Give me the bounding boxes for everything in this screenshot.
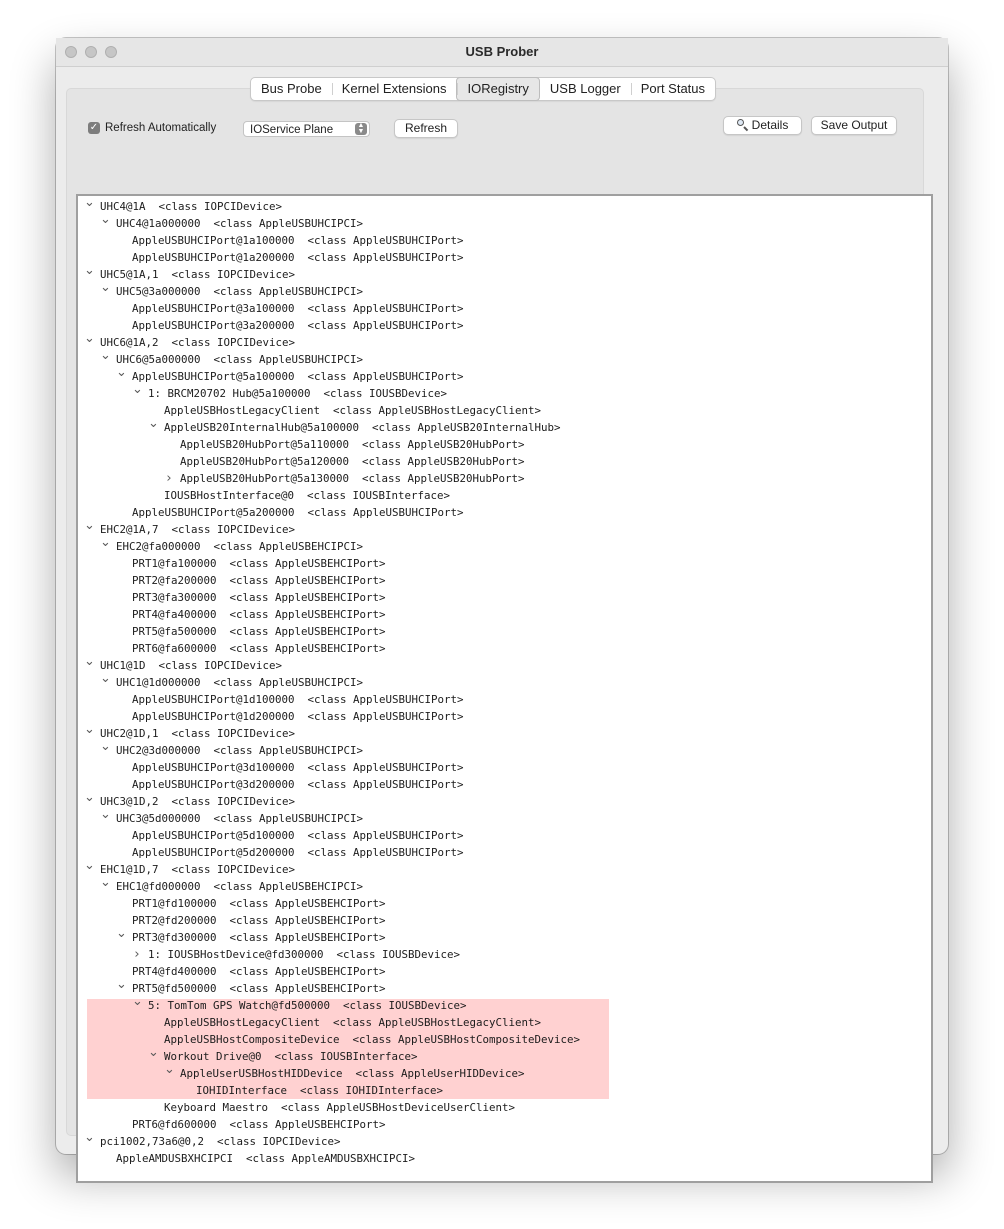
tree-row-label: IOUSBHostInterface@0 <class IOUSBInterface> [164, 489, 451, 502]
plane-select-value: IOService Plane [250, 124, 334, 136]
chevron-down-icon[interactable]: ⌄ [84, 722, 95, 737]
tab-ioregistry[interactable]: IORegistry [456, 77, 539, 101]
tree-row[interactable] [100, 280, 364, 300]
tree-row-label: AppleUSBUHCIPort@1a200000 <class AppleUSBUHCIPort> [132, 251, 464, 264]
chevron-down-icon[interactable]: ⌄ [100, 671, 111, 686]
chevron-right-icon[interactable]: › [166, 471, 172, 486]
ioregistry-outline-view[interactable] [76, 194, 933, 1183]
chevron-down-icon[interactable]: ⌄ [116, 977, 127, 992]
tree-row[interactable] [180, 453, 525, 470]
refresh-automatically-checkbox[interactable]: ✓ [89, 122, 99, 133]
chevron-down-icon[interactable]: ⌄ [84, 858, 95, 873]
tree-row-label: EHC2@fa000000 <class AppleUSBEHCIPCI> [116, 540, 364, 553]
tree-row-label: AppleUSBUHCIPort@5d100000 <class AppleUSBUHCIPort> [132, 829, 464, 842]
tree-row[interactable] [100, 535, 364, 555]
tree-row-label: PRT3@fa300000 <class AppleUSBEHCIPort> [132, 591, 386, 604]
tree-row-label: AppleUserUSBHostHIDDevice <class AppleUserHIDDevice> [180, 1067, 525, 1080]
tree-row[interactable] [132, 708, 464, 725]
chevron-down-icon[interactable]: ⌄ [132, 994, 143, 1009]
tree-row[interactable] [132, 895, 386, 912]
tree-row-label: UHC1@1D <class IOPCIDevice> [100, 659, 283, 672]
tree-row-label: Keyboard Maestro <class AppleUSBHostDeviceUserClient> [164, 1101, 516, 1114]
tree-row[interactable] [132, 844, 464, 861]
tree-row[interactable] [84, 331, 296, 351]
chevron-down-icon[interactable]: ⌄ [84, 518, 95, 533]
tree-row[interactable] [100, 671, 364, 691]
chevron-down-icon[interactable]: ⌄ [100, 348, 111, 363]
tree-row[interactable] [116, 1150, 415, 1167]
tree-row[interactable] [84, 1130, 341, 1150]
tree-row-label: AppleUSB20InternalHub@5a100000 <class AppleUSB20InternalHub> [164, 421, 561, 434]
tree-row-label: AppleUSBHostLegacyClient <class AppleUSBHostLegacyClient> [164, 404, 542, 417]
tree-row[interactable] [116, 977, 386, 997]
tree-row[interactable] [164, 487, 450, 504]
tree-row[interactable] [132, 317, 464, 334]
chevron-down-icon[interactable]: ⌄ [116, 926, 127, 941]
tree-row-label: AppleUSBHostCompositeDevice <class AppleUSBHostCompositeDevice> [164, 1033, 581, 1046]
chevron-right-icon[interactable]: › [134, 947, 140, 962]
tree-row-label: PRT6@fd600000 <class AppleUSBEHCIPort> [132, 1118, 386, 1131]
tree-row-label: PRT5@fa500000 <class AppleUSBEHCIPort> [132, 625, 386, 638]
tree-row-label: UHC1@1d000000 <class AppleUSBUHCIPCI> [116, 676, 364, 689]
tree-row-label: IOHIDInterface <class IOHIDInterface> [196, 1084, 444, 1097]
plane-select[interactable] [243, 121, 370, 137]
tab-port-status[interactable]: Port Status [631, 78, 715, 100]
tab-bar [250, 77, 716, 101]
tree-row[interactable] [164, 1062, 525, 1082]
tree-row[interactable] [100, 348, 364, 368]
tree-row-label: UHC5@3a000000 <class AppleUSBUHCIPCI> [116, 285, 364, 298]
refresh-automatically-option[interactable] [88, 122, 216, 134]
up-down-arrows-icon: ▲ ▼ [355, 123, 367, 135]
tree-row[interactable] [134, 946, 461, 963]
tree-row[interactable] [100, 739, 364, 759]
tree-row-label: EHC2@1A,7 <class IOPCIDevice> [100, 523, 296, 536]
tree-row-label: AppleUSBUHCIPort@5a200000 <class AppleUSBUHCIPort> [132, 506, 464, 519]
tree-row[interactable] [132, 691, 464, 708]
chevron-down-icon[interactable]: ⌄ [84, 331, 95, 346]
tree-row-label: AppleUSB20HubPort@5a120000 <class AppleUSB20HubPort> [180, 455, 525, 468]
details-label: Details [751, 118, 789, 132]
tree-row[interactable] [132, 827, 464, 844]
tree-row[interactable] [84, 263, 296, 283]
tree-row-label: PRT4@fa400000 <class AppleUSBEHCIPort> [132, 608, 386, 621]
tree-row-label: UHC4@1a000000 <class AppleUSBUHCIPCI> [116, 217, 364, 230]
tree-row-label: PRT1@fa100000 <class AppleUSBEHCIPort> [132, 557, 386, 570]
tree-row[interactable] [116, 365, 464, 385]
title-bar [56, 38, 948, 67]
tree-row-label: UHC6@5a000000 <class AppleUSBUHCIPCI> [116, 353, 364, 366]
chevron-down-icon[interactable]: ⌄ [148, 1045, 159, 1060]
tree-row-label: EHC1@1D,7 <class IOPCIDevice> [100, 863, 296, 876]
chevron-down-icon[interactable]: ⌄ [132, 382, 143, 397]
tree-row[interactable] [132, 504, 464, 521]
chevron-down-icon[interactable]: ⌄ [84, 1130, 95, 1145]
tree-row[interactable] [100, 212, 364, 232]
tree-row-label: UHC2@3d000000 <class AppleUSBUHCIPCI> [116, 744, 364, 757]
tree-row[interactable] [132, 963, 386, 980]
tree-row-label: AppleUSBUHCIPort@1a100000 <class AppleUSBUHCIPort> [132, 234, 464, 247]
tree-row-label: PRT4@fd400000 <class AppleUSBEHCIPort> [132, 965, 386, 978]
tab-bus-probe[interactable]: Bus Probe [261, 81, 322, 96]
magnifier-icon [737, 119, 749, 131]
tree-row[interactable] [84, 722, 296, 742]
tree-row[interactable] [132, 640, 386, 657]
tree-row-label: PRT2@fa200000 <class AppleUSBEHCIPort> [132, 574, 386, 587]
tree-row-label: AppleUSBUHCIPort@1d200000 <class AppleUSBUHCIPort> [132, 710, 464, 723]
tree-row[interactable] [166, 470, 525, 487]
chevron-down-icon[interactable]: ⌄ [84, 195, 95, 210]
tree-row-label: UHC4@1A <class IOPCIDevice> [100, 200, 283, 213]
chevron-down-icon[interactable]: ⌄ [100, 535, 111, 550]
chevron-down-icon[interactable]: ⌄ [100, 739, 111, 754]
tree-row-label: 1: BRCM20702 Hub@5a100000 <class IOUSBDevice> [148, 387, 448, 400]
tree-row[interactable] [180, 436, 525, 453]
tree-row-label: AppleUSBUHCIPort@1d100000 <class AppleUSBUHCIPort> [132, 693, 464, 706]
tree-row-label: UHC3@5d000000 <class AppleUSBUHCIPCI> [116, 812, 364, 825]
tree-row[interactable] [132, 300, 464, 317]
tree-row[interactable] [132, 994, 467, 1014]
tree-row-label: PRT1@fd100000 <class AppleUSBEHCIPort> [132, 897, 386, 910]
tree-row-label: UHC2@1D,1 <class IOPCIDevice> [100, 727, 296, 740]
tree-row-label: AppleUSBUHCIPort@3a200000 <class AppleUSBUHCIPort> [132, 319, 464, 332]
tree-row[interactable] [84, 195, 283, 215]
tree-row[interactable] [148, 416, 561, 436]
tree-row[interactable] [84, 518, 296, 538]
tree-row[interactable] [84, 790, 296, 810]
tree-row[interactable] [100, 875, 364, 895]
tree-row-label: PRT2@fd200000 <class AppleUSBEHCIPort> [132, 914, 386, 927]
chevron-down-icon[interactable]: ⌄ [84, 263, 95, 278]
tree-row-label: PRT6@fa600000 <class AppleUSBEHCIPort> [132, 642, 386, 655]
tree-row-label: UHC6@1A,2 <class IOPCIDevice> [100, 336, 296, 349]
tree-row[interactable] [164, 1014, 541, 1031]
tree-row-label: PRT3@fd300000 <class AppleUSBEHCIPort> [132, 931, 386, 944]
tree-row[interactable] [132, 382, 448, 402]
chevron-down-icon[interactable]: ⌄ [84, 790, 95, 805]
chevron-down-icon[interactable]: ⌄ [148, 416, 159, 431]
tree-row-label: AppleUSBUHCIPort@5a100000 <class AppleUSBUHCIPort> [132, 370, 464, 383]
chevron-down-icon[interactable]: ⌄ [100, 807, 111, 822]
tree-row-label: AppleUSB20HubPort@5a110000 <class AppleUSB20HubPort> [180, 438, 525, 451]
tree-row-label: UHC3@1D,2 <class IOPCIDevice> [100, 795, 296, 808]
tree-row[interactable] [84, 654, 283, 674]
tree-row[interactable] [164, 1099, 515, 1116]
window-title: USB Prober [465, 44, 539, 59]
tree-row[interactable] [132, 232, 464, 249]
tree-row[interactable] [84, 858, 296, 878]
tab-content-panel [66, 88, 924, 1165]
usb-prober-window [56, 38, 948, 1165]
tree-row-label: AppleUSBUHCIPort@5d200000 <class AppleUSBUHCIPort> [132, 846, 464, 859]
tree-row[interactable] [164, 1031, 580, 1048]
tree-row[interactable] [148, 1045, 418, 1065]
tree-row-label: AppleAMDUSBXHCIPCI <class AppleAMDUSBXHCIPCI> [116, 1152, 416, 1165]
tree-row-label: AppleUSBHostLegacyClient <class AppleUSBHostLegacyClient> [164, 1016, 542, 1029]
refresh-automatically-label: Refresh Automatically [105, 122, 217, 134]
chevron-down-icon[interactable]: ⌄ [100, 280, 111, 295]
tree-row[interactable] [100, 807, 364, 827]
save-output-button[interactable]: Save Output [811, 116, 897, 135]
tree-row[interactable] [132, 776, 464, 793]
tree-row[interactable] [132, 912, 386, 929]
tree-row-label: AppleUSB20HubPort@5a130000 <class AppleUSB20HubPort> [180, 472, 525, 485]
chevron-down-icon[interactable]: ⌄ [164, 1062, 175, 1077]
chevron-down-icon[interactable]: ⌄ [100, 875, 111, 890]
tree-row-label: PRT5@fd500000 <class AppleUSBEHCIPort> [132, 982, 386, 995]
tree-row-label: EHC1@fd000000 <class AppleUSBEHCIPCI> [116, 880, 364, 893]
tree-row-label: UHC5@1A,1 <class IOPCIDevice> [100, 268, 296, 281]
tab-kernel-extensions[interactable]: Kernel Extensions [332, 78, 457, 100]
tree-row[interactable] [196, 1082, 443, 1099]
tree-row[interactable] [132, 1116, 386, 1133]
tree-row-label: 1: IOUSBHostDevice@fd300000 <class IOUSBDevice> [148, 948, 461, 961]
tree-row[interactable] [132, 555, 386, 572]
tree-row-label: AppleUSBUHCIPort@3a100000 <class AppleUSBUHCIPort> [132, 302, 464, 315]
tree-row[interactable] [132, 589, 386, 606]
tree-row-label: 5: TomTom GPS Watch@fd500000 <class IOUSBDevice> [148, 999, 467, 1012]
details-button[interactable] [723, 116, 802, 135]
tree-row-label: AppleUSBUHCIPort@3d200000 <class AppleUSBUHCIPort> [132, 778, 464, 791]
tree-row[interactable] [132, 249, 464, 266]
refresh-button[interactable]: Refresh [394, 119, 458, 138]
tree-row-label: pci1002,73a6@0,2 <class IOPCIDevice> [100, 1135, 341, 1148]
chevron-down-icon[interactable]: ⌄ [100, 212, 111, 227]
tree-row[interactable] [132, 606, 386, 623]
tree-row-label: Workout Drive@0 <class IOUSBInterface> [164, 1050, 418, 1063]
tab-usb-logger[interactable]: USB Logger [549, 81, 621, 96]
tree-row[interactable] [164, 402, 541, 419]
chevron-down-icon[interactable]: ⌄ [84, 654, 95, 669]
tree-row[interactable] [132, 623, 386, 640]
tree-row[interactable] [116, 926, 386, 946]
tree-row[interactable] [132, 572, 386, 589]
chevron-down-icon[interactable]: ⌄ [116, 365, 127, 380]
tree-row-label: AppleUSBUHCIPort@3d100000 <class AppleUSBUHCIPort> [132, 761, 464, 774]
tree-row[interactable] [132, 759, 464, 776]
